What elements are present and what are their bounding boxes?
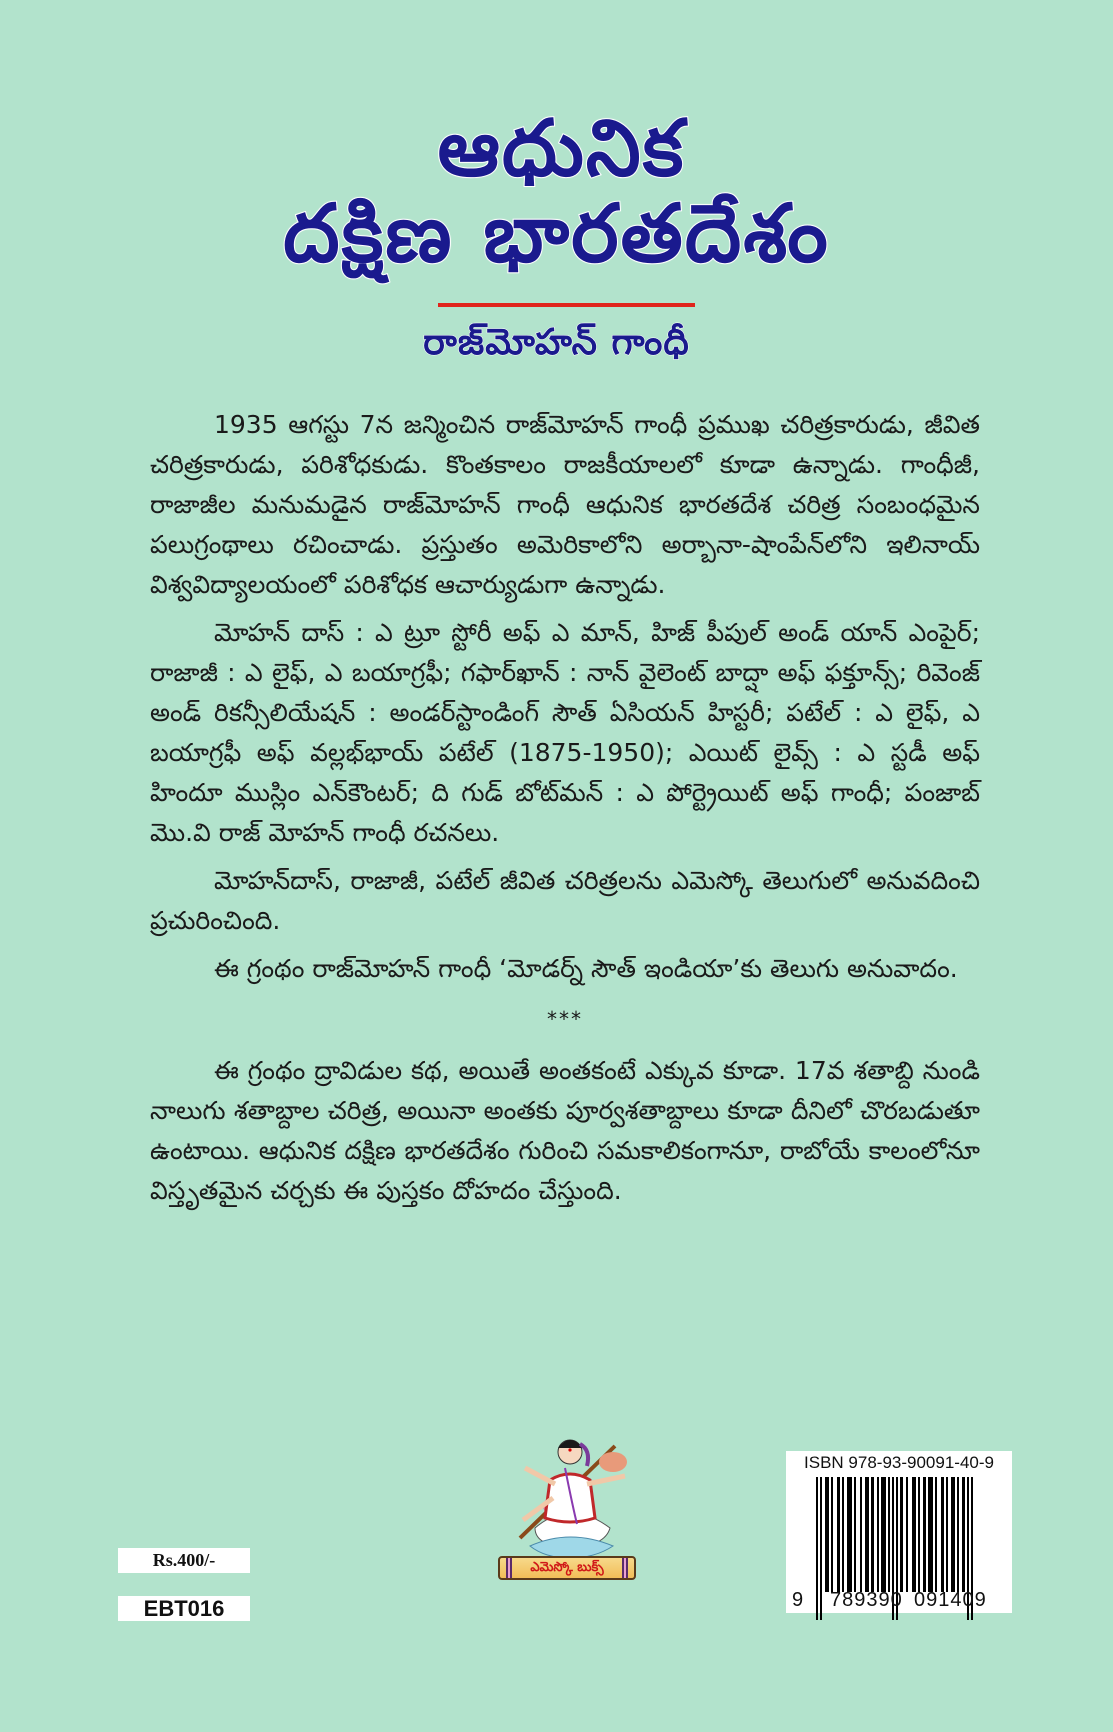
- isbn-digits-left: 789390: [830, 1589, 903, 1611]
- publisher-banner: ఎమెస్కో బుక్స్: [498, 1556, 636, 1580]
- blurb-paragraph-translations: మోహన్‌దాస్, రాజాజీ, పటేల్ జీవిత చరిత్రలను ఎమెస్కో తెలుగులో అనువదించి ప్రచురించింది.: [150, 866, 980, 935]
- blurb-paragraph-summary: ఈ గ్రంథం ద్రావిడుల కథ, అయితే అంతకంటే ఎక్కువ కూడా. 17వ శతాబ్ది నుండి నాలుగు శతాబ్దాల చరిత్ర, అయినా అంతకు పూర్వశతాబ్దాలు కూడా దీనిలో చొరబడుతూ ఉంటాయి. ఆధునిక దక్షిణ భారతదేశం గురించి సమకాలికంగానూ, రాబోయే కాలంలోనూ విస్తృతమైన చర్చకు ఈ పుస్తకం దోహదం చేస్తుంది.: [150, 1056, 980, 1205]
- isbn-label: ISBN 978-93-90091-40-9: [804, 1453, 994, 1472]
- author-name: రాజ్‌మోహన్ గాంధీ: [423, 322, 690, 363]
- isbn-digit-first: 9: [792, 1589, 805, 1611]
- section-separator: ***: [547, 1007, 583, 1031]
- price-label: Rs.400/-: [118, 1548, 250, 1573]
- isbn-digits-right: 091409: [914, 1589, 987, 1611]
- saraswati-veena-logo-icon: [495, 1428, 645, 1560]
- title-line-1: ఆధునిక: [437, 104, 686, 194]
- title-line-2: దక్షిణ భారతదేశం: [283, 187, 830, 280]
- blurb: [150, 405, 980, 1219]
- blurb-paragraph-bio: 1935 ఆగస్టు 7న జన్మించిన రాజ్‌మోహన్ గాంధీ ప్రముఖ చరిత్రకారుడు, జీవిత చరిత్రకారుడు, పరిశోధకుడు. కొంతకాలం రాజకీయాలలో కూడా ఉన్నాడు. గాంధీజీ, రాజాజీల మనుమడైన రాజ్‌మోహన్ గాంధీ ఆధునిక భారతదేశ చరిత్ర సంబంధమైన పలుగ్రంథాలు రచించాడు. ప్రస్తుతం అమెరికాలోని అర్బానా-షాంపేన్‌లోని ఇలినాయ్ విశ్వవిద్యాలయంలో పరిశోధక ఆచార్యుడుగా ఉన్నాడు.: [150, 410, 980, 599]
- blurb-paragraph-works: మోహన్ దాస్ : ఎ ట్రూ స్టోరీ అఫ్ ఎ మాన్, హిజ్ పీపుల్ అండ్ యాన్ ఎంపైర్; రాజాజీ : ఎ లైఫ్, ఎ బయాగ్రఫీ; గఫార్‌ఖాన్ : నాన్ వైలెంట్ బాద్షా అఫ్ ఫక్తూన్స్; రివెంజ్ అండ్ రికన్సీలియేషన్ : అండర్‌స్టాండింగ్ సౌత్ ఏసియన్ హిస్టరీ; పటేల్ : ఎ లైఫ్, ఎ బయాగ్రఫీ అఫ్ వల్లభ్‌భాయ్ పటేల్ (1875-1950); ఎయిట్ లైవ్స్ : ఎ స్టడీ అఫ్ హిందూ ముస్లిం ఎన్‌కౌంటర్; ది గుడ్ బోట్‌మన్ : ఎ పోర్ట్రెయిట్ అఫ్ గాంధీ; పంజాబ్ మొ.వి రాజ్ మోహన్ గాంధీ రచనలు.: [150, 618, 980, 847]
- catalog-code-label: EBT016: [118, 1596, 250, 1621]
- publisher-logo: [495, 1428, 645, 1580]
- title-divider: [438, 303, 695, 307]
- blurb-paragraph-translation-note: ఈ గ్రంథం రాజ్‌మోహన్ గాంధీ ‘మోడర్న్ సౌత్ ఇండియా’కు తెలుగు అనువాదం.: [214, 954, 958, 983]
- isbn-barcode: [786, 1451, 1012, 1613]
- book-title: [0, 104, 1113, 280]
- barcode-icon: [816, 1477, 998, 1592]
